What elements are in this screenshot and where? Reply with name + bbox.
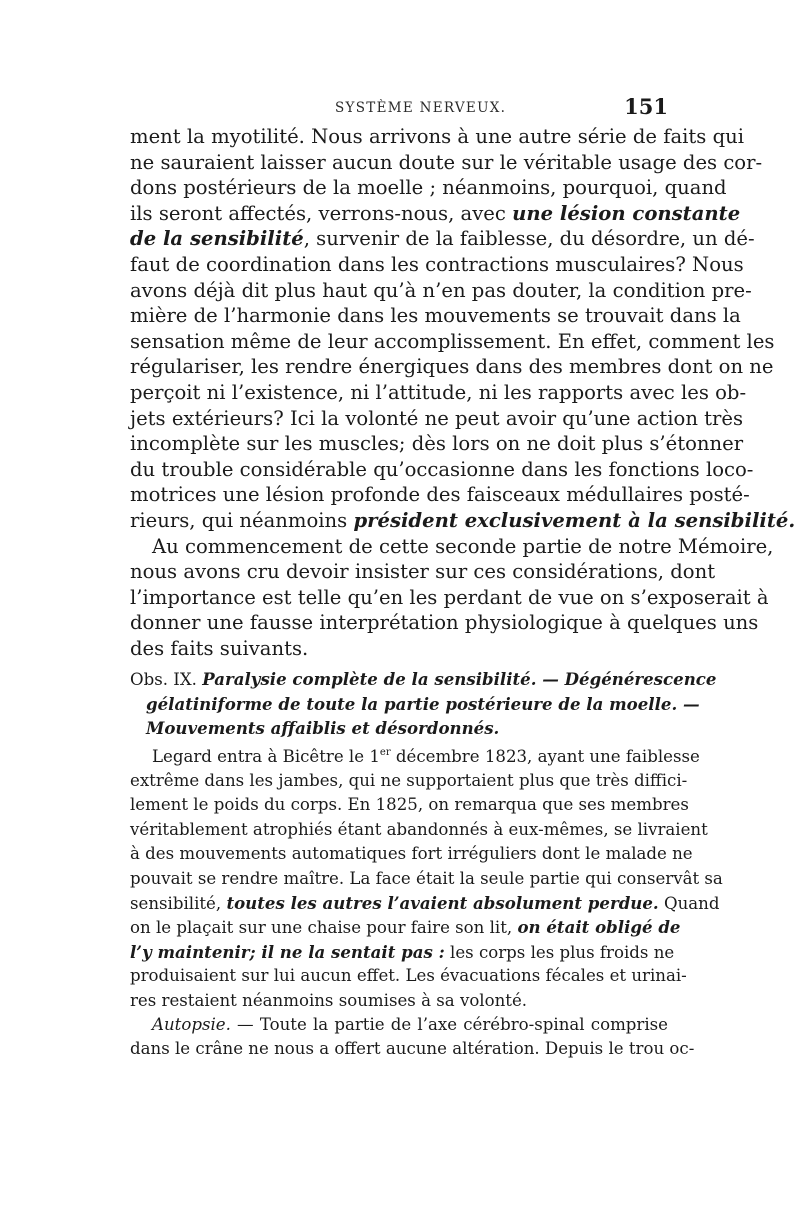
emphasis-text: on était obligé de <box>517 917 681 938</box>
text-run: , survenir de la faiblesse, du désordre, un dé- <box>303 227 755 251</box>
emphasis-text: de la sensibilité <box>130 227 304 251</box>
text-line: avons déjà dit plus haut qu’à n’en pas douter, la condition pre- <box>130 278 752 302</box>
text-line <box>130 226 755 252</box>
text-run: — Toute la partie de l’axe cérébro-spinal comprise <box>230 1014 668 1034</box>
text-line: lement le poids du corps. En 1825, on remarqua que ses membres <box>130 795 689 815</box>
running-head: SYSTÈME NERVEUX. <box>335 100 507 116</box>
superscript: er <box>379 746 391 758</box>
text-line <box>130 1013 668 1037</box>
text-line <box>130 508 796 534</box>
observation-title: gélatiniforme de toute la partie postérieure de la moelle. — <box>146 693 700 714</box>
text-run: Quand <box>658 893 720 913</box>
page-header <box>130 96 668 126</box>
text-line: à des mouvements automatiques fort irréguliers dont le malade ne <box>130 844 693 864</box>
page-number: 151 <box>624 94 668 119</box>
observation-title: Paralysie complète de la sensibilité. — Dégénérescence <box>202 669 717 690</box>
text-line: dons postérieurs de la moelle ; néanmoins, pourquoi, quand <box>130 176 727 200</box>
text-line: produisaient sur lui aucun effet. Les évacuations fécales et urinai- <box>130 966 687 986</box>
page-body <box>130 124 796 1062</box>
emphasis-text: l’y maintenir; il ne la sentait pas : <box>130 941 445 962</box>
emphasis-text: toutes les autres l’avaient absolument perdue. <box>226 892 659 913</box>
text-line: véritablement atrophiés étant abandonnés à eux-mêmes, se livraient <box>130 819 708 839</box>
text-line: dans le crâne ne nous a offert aucune altération. Depuis le trou oc- <box>130 1039 695 1059</box>
observation-label: Obs. IX. <box>130 670 203 690</box>
text-line: ne sauraient laisser aucun doute sur le véritable usage des cor- <box>130 150 763 174</box>
text-run: sensibilité, <box>130 893 227 913</box>
text-run: les corps les plus froids ne <box>444 942 675 962</box>
text-line: extrême dans les jambes, qui ne supportaient plus que très diffici- <box>130 771 688 791</box>
observation-heading <box>130 667 717 740</box>
case-report <box>130 745 723 1062</box>
text-line: nous avons cru devoir insister sur ces considérations, dont <box>130 560 716 584</box>
text-line: motrices une lésion profonde des faisceaux médullaires posté- <box>130 483 750 507</box>
observation-title: Mouvements affaiblis et désordonnés. <box>146 718 500 739</box>
text-run: décembre 1823, ayant une faiblesse <box>390 746 700 766</box>
text-line: pouvait se rendre maître. La face était la seule partie qui conservât sa <box>130 868 723 888</box>
text-line: ment la myotilité. Nous arrivons à une autre série de faits qui <box>130 125 745 148</box>
text-run: on le plaçait sur une chaise pour faire son lit, <box>130 918 518 938</box>
text-line: mière de l’harmonie dans les mouvements se trouvait dans la <box>130 304 741 328</box>
text-line: l’importance est telle qu’en les perdant de vue on s’exposerait à <box>130 585 769 609</box>
text-line <box>130 745 700 769</box>
text-line: incomplète sur les muscles; dès lors on ne doit plus s’étonner <box>130 432 744 456</box>
text-line: des faits suivants. <box>130 636 309 660</box>
text-line <box>130 915 681 939</box>
paragraph-2 <box>130 534 774 662</box>
text-line: faut de coordination dans les contractions musculaires? Nous <box>130 252 744 276</box>
text-line: régulariser, les rendre énergiques dans des membres dont on ne <box>130 355 774 379</box>
emphasis-text: président exclusivement à la sensibilité. <box>353 508 796 532</box>
text-line: Au commencement de cette seconde partie de notre Mémoire, <box>152 534 774 558</box>
text-line <box>130 716 668 740</box>
text-line <box>130 201 741 227</box>
text-line <box>130 891 720 915</box>
text-run: ils seront affectés, verrons-nous, avec <box>130 201 513 225</box>
text-line: jets extérieurs? Ici la volonté ne peut avoir qu’une action très <box>130 406 744 430</box>
text-line: du trouble considérable qu’occasionne dans les fonctions loco- <box>130 457 754 481</box>
text-run: Legard entra à Bicêtre le 1 <box>152 746 380 766</box>
text-line: donner une fausse interprétation physiologique à quelques uns <box>130 611 759 635</box>
text-line <box>130 692 700 716</box>
text-line: res restaient néanmoins soumises à sa volonté. <box>130 990 528 1010</box>
text-run: rieurs, qui néanmoins <box>130 508 354 532</box>
section-label: Autopsie. <box>152 1014 231 1034</box>
emphasis-text: une lésion constante <box>512 201 741 225</box>
text-line: perçoit ni l’existence, ni l’attitude, ni les rapports avec les ob- <box>130 380 747 404</box>
text-line <box>130 667 717 691</box>
text-line: sensation même de leur accomplissement. En effet, comment les <box>130 329 775 353</box>
text-line <box>130 940 675 964</box>
paragraph-1 <box>130 124 796 534</box>
